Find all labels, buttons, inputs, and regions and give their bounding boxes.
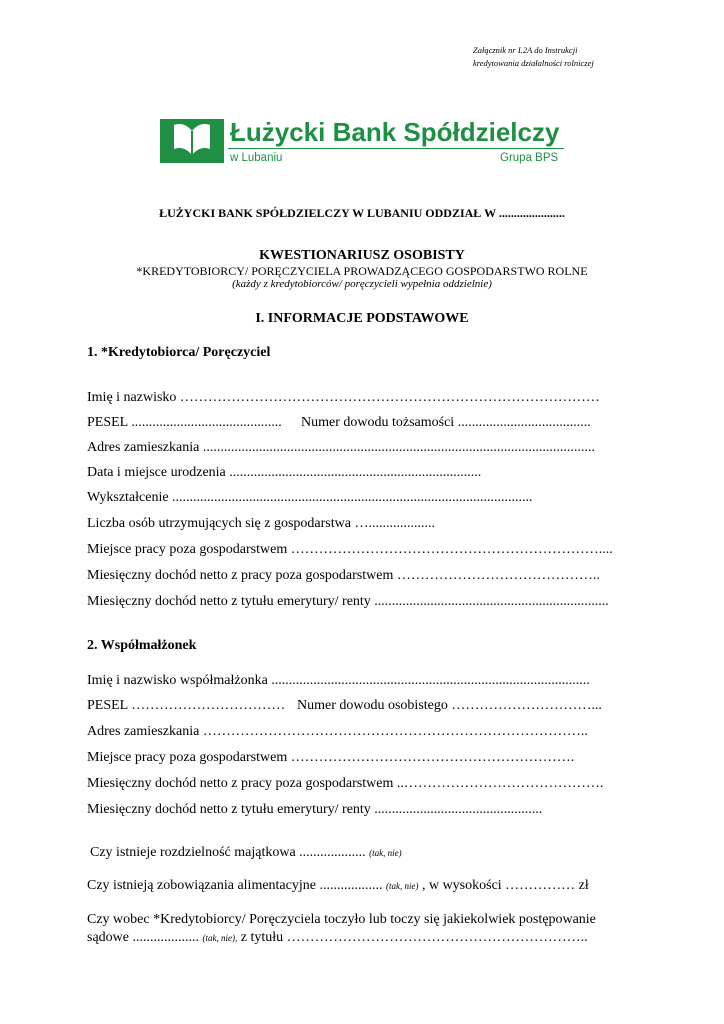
- q3-text: sądowe ...................: [87, 930, 199, 945]
- logo-emblem-icon: [160, 119, 224, 163]
- question-property-separation[interactable]: [90, 845, 402, 861]
- borrower-education-field[interactable]: Wykształcenie .......................................................................................................: [87, 490, 533, 505]
- spouse-address-field[interactable]: Adres zamieszkania ………………………………………………………………………..: [87, 724, 588, 739]
- question-alimony[interactable]: [87, 878, 589, 894]
- borrower-address-field[interactable]: Adres zamieszkania ................................................................................................................: [87, 440, 595, 455]
- borrower-name-field[interactable]: Imię i nazwisko ………………………………………………………………………………: [87, 390, 600, 405]
- form-note: (każdy z kredytobiorców/ poręczycieli wypełnia oddzielnie): [232, 278, 492, 290]
- borrower-work-income-field[interactable]: Miesięczny dochód netto z pracy poza gospodarstwem ……………………………………..: [87, 568, 600, 583]
- borrower-birth-field[interactable]: Data i miejsce urodzenia ........................................................................: [87, 465, 482, 480]
- question-court-line-2[interactable]: [87, 930, 588, 946]
- spouse-workplace-field[interactable]: Miejsce pracy poza gospodarstwem …………………………………………………….: [87, 750, 575, 765]
- spouse-pension-income-field[interactable]: Miesięczny dochód netto z tytułu emerytury/ renty ................................................: [87, 802, 543, 817]
- borrower-pesel-row: [87, 415, 591, 431]
- borrower-workplace-field[interactable]: Miejsce pracy poza gospodarstwem …………………………………………………………....: [87, 542, 613, 557]
- q3-tail: z tytułu ………………………………………………………..: [240, 930, 588, 945]
- form-subtitle: *KREDYTOBIORCY/ PORĘCZYCIELA PROWADZĄCEGO GOSPODARSTWO ROLNE: [136, 264, 588, 278]
- spouse-name-field[interactable]: Imię i nazwisko współmałżonka ...........................................................................................: [87, 673, 590, 688]
- spouse-id-field[interactable]: Numer dowodu osobistego …………………………...: [297, 698, 602, 713]
- borrower-pension-income-field[interactable]: Miesięczny dochód netto z tytułu emerytury/ renty ...................................................................: [87, 594, 609, 609]
- spouse-pesel-row: [87, 698, 602, 714]
- borrower-household-field[interactable]: Liczba osób utrzymujących się z gospodarstwa …...................: [87, 516, 435, 531]
- borrower-id-field[interactable]: Numer dowodu tożsamości ......................................: [301, 415, 591, 430]
- annex-line-2: kredytowania działalności rolniczej: [473, 58, 594, 68]
- borrower-heading: 1. *Kredytobiorca/ Poręczyciel: [87, 345, 271, 360]
- annex-line-1: Załącznik nr I.2A do Instrukcji: [473, 45, 578, 55]
- borrower-pesel-field[interactable]: PESEL ...........................................: [87, 415, 282, 430]
- logo-divider: [228, 148, 564, 149]
- q2-hint: (tak, nie): [385, 881, 419, 891]
- logo-bank-name: Łużycki Bank Spółdzielczy: [230, 117, 560, 147]
- question-court-line-1: Czy wobec *Kredytobiorcy/ Poręczyciela toczyło lub toczy się jakiekolwiek postępowanie: [87, 912, 596, 927]
- logo-city: w Lubaniu: [230, 152, 283, 164]
- spouse-pesel-field[interactable]: PESEL ……………………………: [87, 698, 286, 713]
- annex-note: [473, 44, 594, 70]
- q1-hint: (tak, nie): [369, 848, 402, 858]
- logo-group: Grupa BPS: [500, 152, 559, 164]
- q3-hint: (tak, nie),: [202, 933, 238, 943]
- q1-text: Czy istnieje rozdzielność majątkowa ...................: [90, 845, 366, 860]
- spouse-work-income-field[interactable]: Miesięczny dochód netto z pracy poza gospodarstwem ..…………………………………….: [87, 776, 604, 791]
- q2-tail: , w wysokości …………… zł: [421, 878, 589, 893]
- bank-branch-line: ŁUŻYCKI BANK SPÓŁDZIELCZY W LUBANIU ODDZIAŁ W ......................: [159, 206, 565, 220]
- q2-text: Czy istnieją zobowiązania alimentacyjne ..................: [87, 878, 383, 893]
- spouse-heading: 2. Współmałżonek: [87, 638, 197, 653]
- section-title: I. INFORMACJE PODSTAWOWE: [255, 311, 469, 326]
- form-title: KWESTIONARIUSZ OSOBISTY: [259, 248, 465, 263]
